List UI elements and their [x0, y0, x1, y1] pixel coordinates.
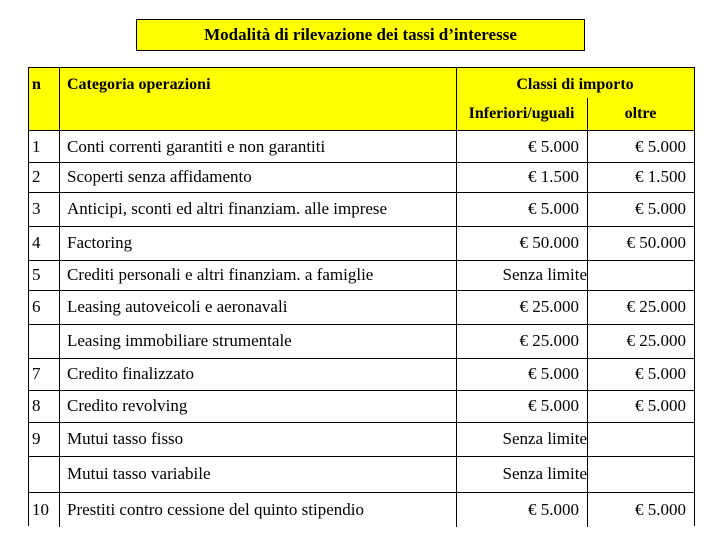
row-divider — [29, 192, 694, 193]
row-divider — [29, 324, 694, 325]
row-inferiori-value: € 5.000 — [456, 492, 587, 527]
row-oltre-value: € 5.000 — [587, 192, 694, 226]
row-inferiori-value: € 1.500 — [456, 162, 587, 192]
row-category: Scoperti senza affidamento — [59, 162, 456, 192]
row-divider — [29, 226, 694, 227]
row-divider — [29, 390, 694, 391]
row-number — [29, 324, 59, 358]
row-oltre-value: € 5.000 — [587, 358, 694, 390]
row-number — [29, 456, 59, 492]
row-inferiori-value: € 25.000 — [456, 324, 587, 358]
row-oltre-value: € 1.500 — [587, 162, 694, 192]
row-inferiori-value: Senza limite — [456, 260, 587, 290]
row-divider — [29, 422, 694, 423]
row-category: Factoring — [59, 226, 456, 260]
row-number: 2 — [29, 162, 59, 192]
row-category: Credito finalizzato — [59, 358, 456, 390]
row-divider — [29, 492, 694, 493]
row-category: Anticipi, sconti ed altri finanziam. alle imprese — [59, 192, 456, 226]
row-category: Mutui tasso fisso — [59, 422, 456, 456]
row-number: 7 — [29, 358, 59, 390]
row-number: 6 — [29, 290, 59, 324]
row-divider — [29, 260, 694, 261]
row-oltre-value — [587, 260, 694, 290]
column-divider — [59, 68, 60, 527]
header-n: n — [29, 68, 59, 102]
row-oltre-value: € 5.000 — [587, 492, 694, 527]
row-inferiori-value: € 5.000 — [456, 390, 587, 422]
header-categoria: Categoria operazioni — [59, 68, 456, 102]
row-category: Crediti personali e altri finanziam. a famiglie — [59, 260, 456, 290]
row-inferiori-value: Senza limite — [456, 422, 587, 456]
row-category: Leasing autoveicoli e aeronavali — [59, 290, 456, 324]
row-divider — [29, 456, 694, 457]
row-category: Credito revolving — [59, 390, 456, 422]
row-number: 9 — [29, 422, 59, 456]
row-number: 10 — [29, 492, 59, 527]
row-oltre-value: € 25.000 — [587, 290, 694, 324]
row-inferiori-value: € 25.000 — [456, 290, 587, 324]
row-number: 8 — [29, 390, 59, 422]
header-inferiori: Inferiori/uguali — [456, 98, 587, 130]
row-category: Prestiti contro cessione del quinto stipendio — [59, 492, 456, 527]
row-inferiori-value: € 5.000 — [456, 358, 587, 390]
rates-table — [28, 67, 695, 526]
row-oltre-value: € 5.000 — [587, 131, 694, 162]
header-oltre: oltre — [587, 98, 694, 130]
row-oltre-value: € 25.000 — [587, 324, 694, 358]
row-inferiori-value: € 5.000 — [456, 192, 587, 226]
row-number: 3 — [29, 192, 59, 226]
row-number: 5 — [29, 260, 59, 290]
row-category: Leasing immobiliare strumentale — [59, 324, 456, 358]
row-number: 4 — [29, 226, 59, 260]
row-inferiori-value: € 5.000 — [456, 131, 587, 162]
row-category: Mutui tasso variabile — [59, 456, 456, 492]
page-title: Modalità di rilevazione dei tassi d’interesse — [136, 19, 585, 51]
column-divider — [456, 68, 457, 527]
row-category: Conti correnti garantiti e non garantiti — [59, 131, 456, 162]
row-oltre-value — [587, 422, 694, 456]
row-divider — [29, 290, 694, 291]
row-inferiori-value: Senza limite — [456, 456, 587, 492]
row-divider — [29, 358, 694, 359]
row-oltre-value: € 50.000 — [587, 226, 694, 260]
row-inferiori-value: € 50.000 — [456, 226, 587, 260]
header-classi: Classi di importo — [456, 68, 694, 102]
row-number: 1 — [29, 131, 59, 162]
header-divider — [29, 130, 694, 131]
row-divider — [29, 162, 694, 163]
row-oltre-value — [587, 456, 694, 492]
row-oltre-value: € 5.000 — [587, 390, 694, 422]
